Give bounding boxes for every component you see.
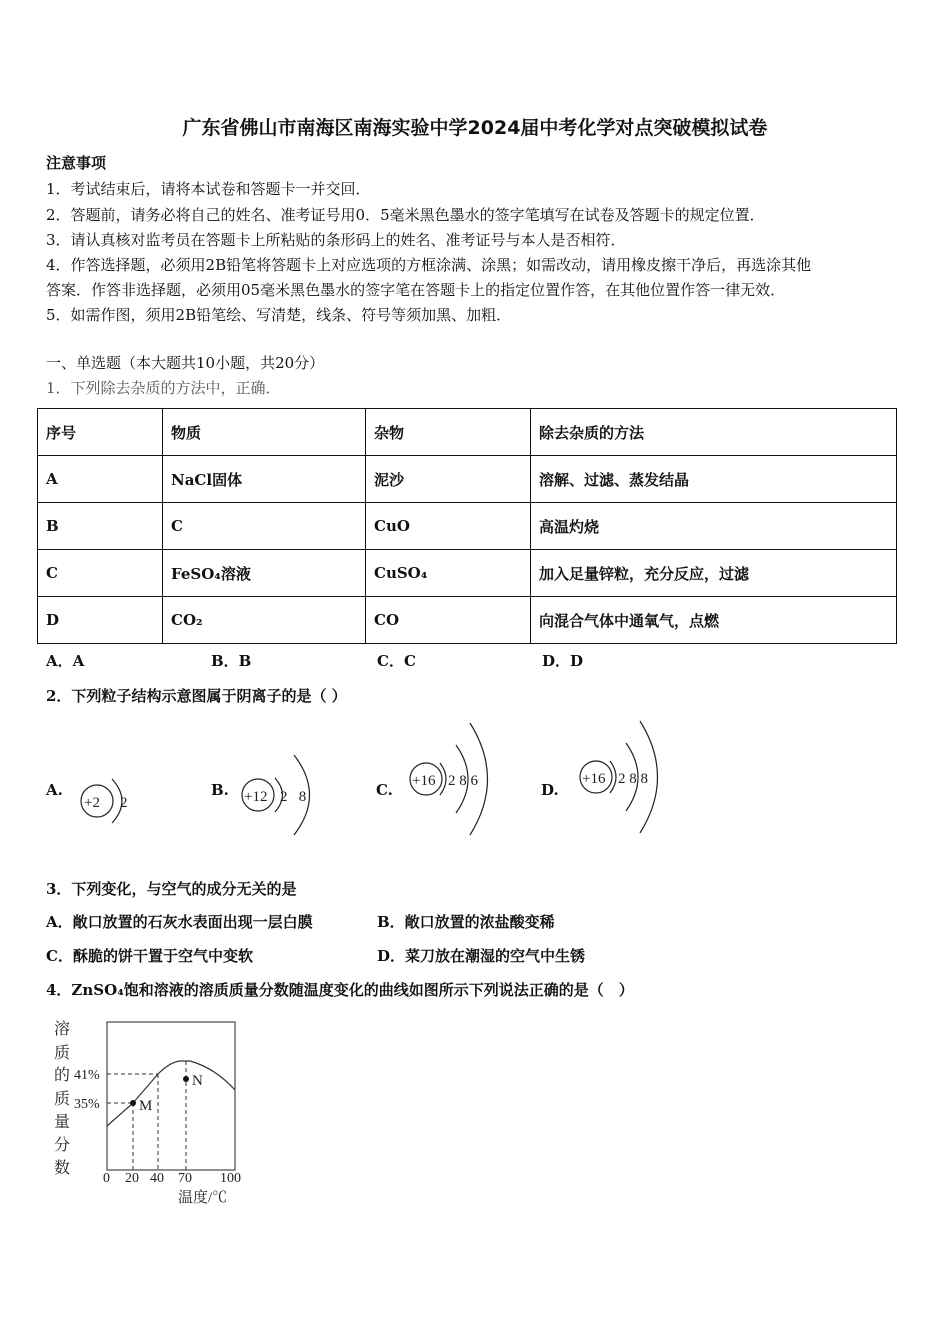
option: C．C — [377, 652, 416, 670]
shell-electrons: 2 8 6 — [448, 773, 478, 789]
ylabel-char: 的 — [54, 1067, 71, 1084]
table-header: 除去杂质的方法 — [531, 409, 897, 456]
shell-electrons: 2 — [120, 795, 128, 811]
table-cell: C — [163, 503, 366, 550]
option-label: C. — [376, 781, 393, 799]
point-label: N — [192, 1073, 203, 1089]
table-cell: CuSO₄ — [366, 550, 531, 597]
x-tick-label: 100 — [220, 1171, 241, 1186]
table-row — [38, 503, 897, 550]
ylabel-char: 溶 — [54, 1021, 71, 1038]
ylabel-char: 分 — [54, 1137, 71, 1154]
option: B．敞口放置的浓盐酸变稀 — [377, 913, 555, 931]
option: A．敞口放置的石灰水表面出现一层白膜 — [46, 913, 313, 931]
solubility-chart — [40, 1010, 270, 1210]
option: C．酥脆的饼干置于空气中变软 — [46, 947, 253, 965]
point-label: M — [139, 1098, 153, 1114]
table-cell: A — [38, 456, 163, 503]
notice-item: 1．考试结束后，请将本试卷和答题卡一并交回． — [46, 180, 371, 198]
x-axis-label: 温度/℃ — [178, 1190, 228, 1206]
notice-item: 5．如需作图，须用2B铅笔绘、写清楚，线条、符号等须加黑、加粗． — [46, 306, 512, 324]
table-cell: C — [38, 550, 163, 597]
x-tick-label: 20 — [125, 1171, 139, 1186]
table-cell: 高温灼烧 — [531, 503, 897, 550]
nucleus-charge: +12 — [244, 789, 268, 805]
solubility-curve — [107, 1061, 235, 1126]
table-cell: CuO — [366, 503, 531, 550]
table-cell: B — [38, 503, 163, 550]
table-header: 物质 — [163, 409, 366, 456]
notice-item: 4．作答选择题，必须用2B铅笔将答题卡上对应选项的方框涂满、涂黑；如需改动，请用橡皮擦干净后，再选涂其他 — [46, 256, 812, 274]
option-label: A. — [46, 781, 63, 799]
question-2-stem: 2．下列粒子结构示意图属于阴离子的是（ ） — [46, 687, 347, 705]
notice-item: 3．请认真核对监考员在答题卡上所粘贴的条形码上的姓名、准考证号与本人是否相符． — [46, 231, 626, 249]
table-header-row — [38, 409, 897, 456]
ylabel-char: 量 — [54, 1114, 71, 1131]
notice-item: 答案．作答非选择题，必须用05毫米黑色墨水的签字笔在答题卡上的指定位置作答，在其他位置作答一律无效． — [46, 281, 786, 299]
x-tick-label: 0 — [103, 1171, 110, 1186]
point-n — [183, 1076, 189, 1082]
ylabel-char: 质 — [54, 1091, 71, 1108]
question-1-table — [37, 408, 897, 644]
section-heading: 一、单选题（本大题共10小题，共20分） — [46, 354, 325, 372]
y-tick-label: 41% — [74, 1068, 100, 1083]
option-label: D. — [541, 781, 559, 799]
ylabel-char: 数 — [54, 1160, 71, 1177]
table-row — [38, 597, 897, 644]
table-row — [38, 456, 897, 503]
shell-electrons: 2 8 8 — [618, 771, 648, 787]
table-row — [38, 550, 897, 597]
notice-heading: 注意事项 — [46, 154, 107, 172]
table-cell: NaCl固体 — [163, 456, 366, 503]
table-cell: FeSO₄溶液 — [163, 550, 366, 597]
x-tick-label: 70 — [178, 1171, 192, 1186]
nucleus-charge: +16 — [582, 771, 606, 787]
option: A．A — [46, 652, 85, 670]
option: B．B — [211, 652, 252, 670]
table-cell: CO — [366, 597, 531, 644]
table-cell: CO₂ — [163, 597, 366, 644]
table-cell: 泥沙 — [366, 456, 531, 503]
table-cell: 加入足量锌粒，充分反应，过滤 — [531, 550, 897, 597]
ylabel-char: 质 — [54, 1045, 71, 1062]
x-tick-label: 40 — [150, 1171, 164, 1186]
option-label: B. — [211, 781, 229, 799]
y-tick-label: 35% — [74, 1097, 100, 1112]
table-cell: D — [38, 597, 163, 644]
nucleus-charge: +16 — [412, 773, 436, 789]
page-title: 广东省佛山市南海区南海实验中学2024届中考化学对点突破模拟试卷 — [182, 117, 768, 139]
shell-electrons: 2 8 — [280, 789, 307, 805]
atom-structure-diagrams — [0, 715, 700, 845]
option: D．菜刀放在潮湿的空气中生锈 — [377, 947, 586, 965]
question-1-stem: 1．下列除去杂质的方法中，正确． — [46, 379, 281, 397]
question-3-stem: 3．下列变化，与空气的成分无关的是 — [46, 880, 297, 898]
point-m — [130, 1100, 136, 1106]
table-cell: 溶解、过滤、蒸发结晶 — [531, 456, 897, 503]
option: D．D — [542, 652, 584, 670]
notice-item: 2．答题前，请务必将自己的姓名、准考证号用0．5毫米黑色墨水的签字笔填写在试卷及答题卡的规定位置． — [46, 206, 765, 224]
question-4-stem: 4．ZnSO₄饱和溶液的溶质质量分数随温度变化的曲线如图所示下列说法正确的是（ ） — [46, 981, 634, 999]
table-header: 序号 — [38, 409, 163, 456]
table-header: 杂物 — [366, 409, 531, 456]
nucleus-charge: +2 — [84, 795, 100, 811]
table-cell: 向混合气体中通氧气，点燃 — [531, 597, 897, 644]
plot-frame — [107, 1022, 235, 1170]
